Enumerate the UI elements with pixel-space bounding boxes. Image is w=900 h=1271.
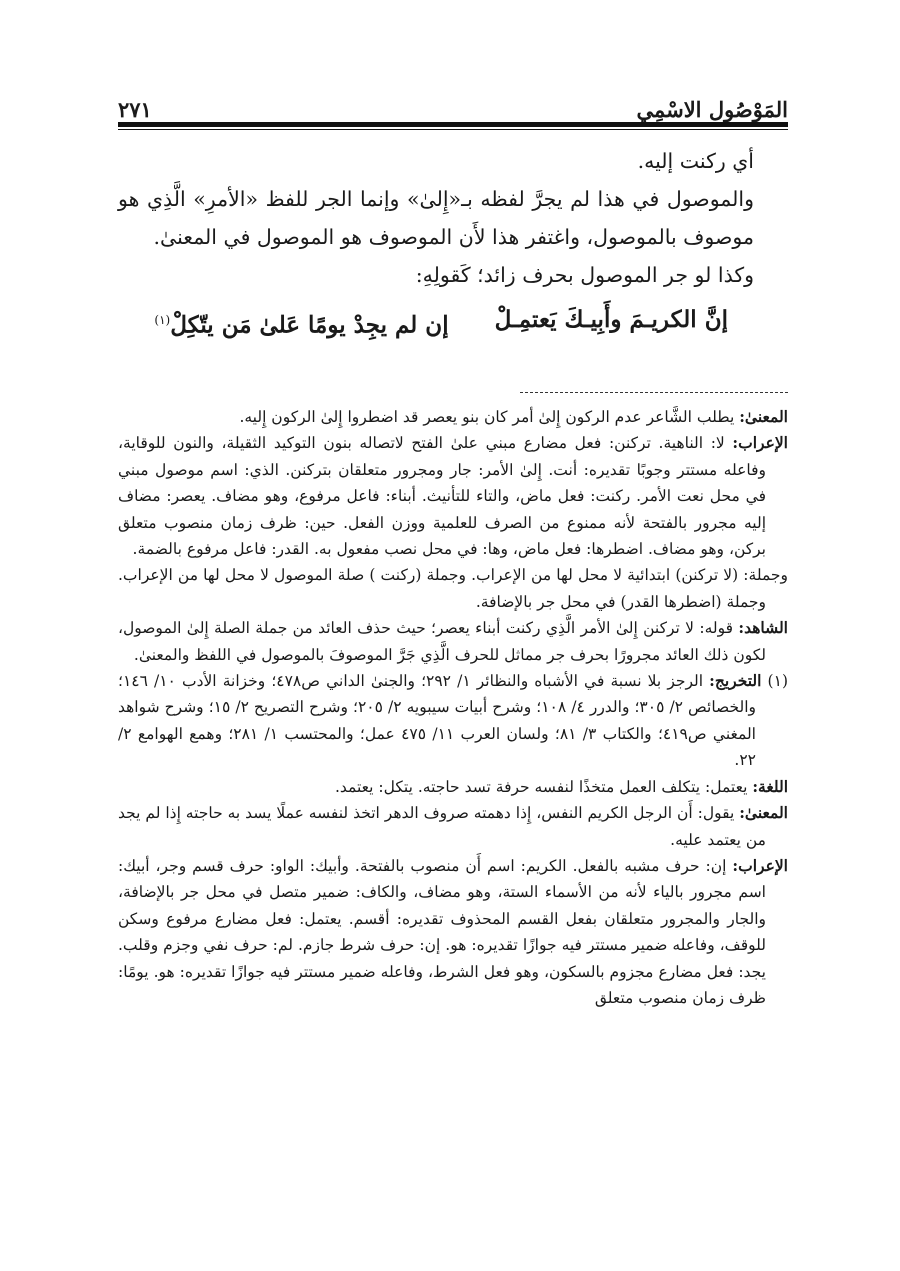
note-label: المعنىٰ: — [739, 407, 788, 426]
note-text: يقول: أَن الرجل الكريم النفس، إِذا دهمته صروف الدهر اتخذ لنفسه عملًا يسد به حاجته إِذا لم يجد من يعتمد عليه. — [118, 804, 766, 849]
note-parsing-1 — [118, 430, 788, 562]
note-meaning-1 — [118, 404, 788, 430]
note-label: المعنىٰ: — [739, 803, 788, 823]
verse — [118, 298, 788, 348]
note-takhrij — [118, 668, 788, 774]
note-evidence — [118, 615, 788, 668]
note-text: يطلب الشَّاعر عدم الركون إِلىٰ أمر كان بنو يعصر قد اضطروا إِلىٰ الركون إِليه. — [239, 408, 740, 426]
verse-second-hemistich-wrap — [154, 298, 448, 348]
note-meaning-2 — [118, 800, 788, 853]
main-paragraph-2: والموصول في هذا لم يجرَّ لفظه بـ«إِلىٰ» وإنما الجر للفظ «الأمرِ» الَّذِي هو موصوف بالموصول، واغتفر هذا لأَن الموصوف هو الموصول في المعنىٰ. — [118, 187, 754, 249]
note-label: الشاهد: — [738, 618, 788, 638]
page-header — [118, 84, 788, 122]
note-text: يعتمل: يتكلف العمل متخذًا لنفسه حرفة تسد حاجته. يتكل: يعتمد. — [334, 777, 753, 796]
main-line-1: أي ركنت إليه. — [637, 149, 754, 173]
header-rule-thick — [118, 122, 788, 127]
footnote-ref: (١) — [154, 313, 171, 327]
footnote-number: (١) — [767, 672, 788, 691]
note-text: إن: حرف مشبه بالفعل. الكريم: اسم أَن منصوب بالفتحة. وأبيك: الواو: حرف قسم وجر، أبيك: اسم مجرور بالياء لأنه من الأسماء الستة، وهو مضاف، والكاف: ضمير متصل في محل جر بالإضافة، والجار والمجرور متعلقان بفعل القسم المحذوف تقديره: أقسم. يعتمل: فعل مضارع مرفوع وسكن للوقف، وفاعله ضمير مستتر فيه جوازًا تقديره: هو. إن: حرف شرط جازم. لم: حرف نفي وجزم وقلب. يجد: فعل مضارع مجزوم بالسكون، وهو فعل الشرط، وفاعله ضمير مستتر فيه جوازًا تقديره: هو. يومًا: ظرف زمان منصوب متعلق — [118, 856, 766, 1007]
main-paragraph-3: وكذا لو جر الموصول بحرف زائد؛ كَقولِهِ: — [415, 263, 754, 287]
main-text — [118, 142, 788, 348]
note-text: قوله: لا تركنن إِلىٰ الأمر الَّذِي ركنت أبناء يعصر؛ حيث حذف العائد من جملة الصلة إِلىٰ الموصول، لكون ذلك العائد مجرورًا بحرف جر مماثل للحرف الَّذِي جَرَّ الموصوفَ بالموصول في اللفظ والمعنىٰ. — [118, 619, 766, 664]
note-label: التخريج: — [709, 671, 762, 691]
footnote-separator — [520, 392, 788, 393]
header-rule-thin — [118, 129, 788, 130]
note-parsing-2 — [118, 853, 788, 1011]
note-label: اللغة: — [752, 776, 788, 796]
running-title: المَوْصُول الاسْمِي — [636, 97, 788, 122]
footnotes — [118, 404, 788, 1011]
page-number: ٢٧١ — [118, 97, 152, 122]
note-text: الرجز بلا نسبة في الأشباه والنظائر ١/ ٢٩٢؛ والجنىٰ الداني ص٤٧٨؛ وخزانة الأدب ١٠/ ١٤٦؛ والخصائص ٢/ ٣٠٥؛ والدرر ٤/ ١٠٨؛ وشرح أبيات سيبويه ٢/ ٢٠٥؛ وشرح التصريح ٢/ ١٥؛ وشرح شواهد المغني ص٤١٩؛ والكتاب ٣/ ٨١؛ ولسان العرب ١١/ ٤٧٥ عمل؛ والمحتسب ١/ ٢٨١؛ وهمع الهوامع ٢/ ٢٢. — [118, 672, 757, 770]
note-label: الإعراب: — [732, 433, 788, 453]
note-language — [118, 774, 788, 800]
note-label: الإعراب: — [732, 855, 788, 875]
note-text: لا: الناهية. تركنن: فعل مضارع مبني علىٰ الفتح لاتصاله بنون التوكيد الثقيلة، والنون للوقاية، وفاعله مستتر وجوبًا تقديره: أنت. إِلىٰ الأمر: جار ومجرور متعلقان بتركنن. الذي: اسم موصول مبني في محل نعت الأمر. ركنت: فعل ماض، والتاء للتأنيث. أبناء: فاعل مرفوع، وهو مضاف. يعصر: مضاف إليه مجرور بالفتحة لأنه ممنوع من الصرف للعلمية ووزن الفعل. حين: ظرف زمان منصوب متعلق بركن، وهو مضاف. اضطرها: فعل ماض، وها: في محل نصب مفعول به. القدر: فاعل مرفوع بالضمة. — [118, 434, 766, 559]
verse-second-hemistich: إن لم يجِدْ يومًا عَلىٰ مَن يتّكِلْ — [170, 311, 449, 339]
note-sentences: وجملة: (لا تركنن) ابتدائية لا محل لها من الإعراب. وجملة (ركنت ) صلة الموصول لا محل لها من الإعراب. وجملة (اضطرها القدر) في محل جر بالإضافة. — [118, 566, 788, 611]
verse-first-hemistich: إنَّ الكريـمَ وأَبِيـكَ يَعتمِـلْ — [494, 306, 728, 333]
